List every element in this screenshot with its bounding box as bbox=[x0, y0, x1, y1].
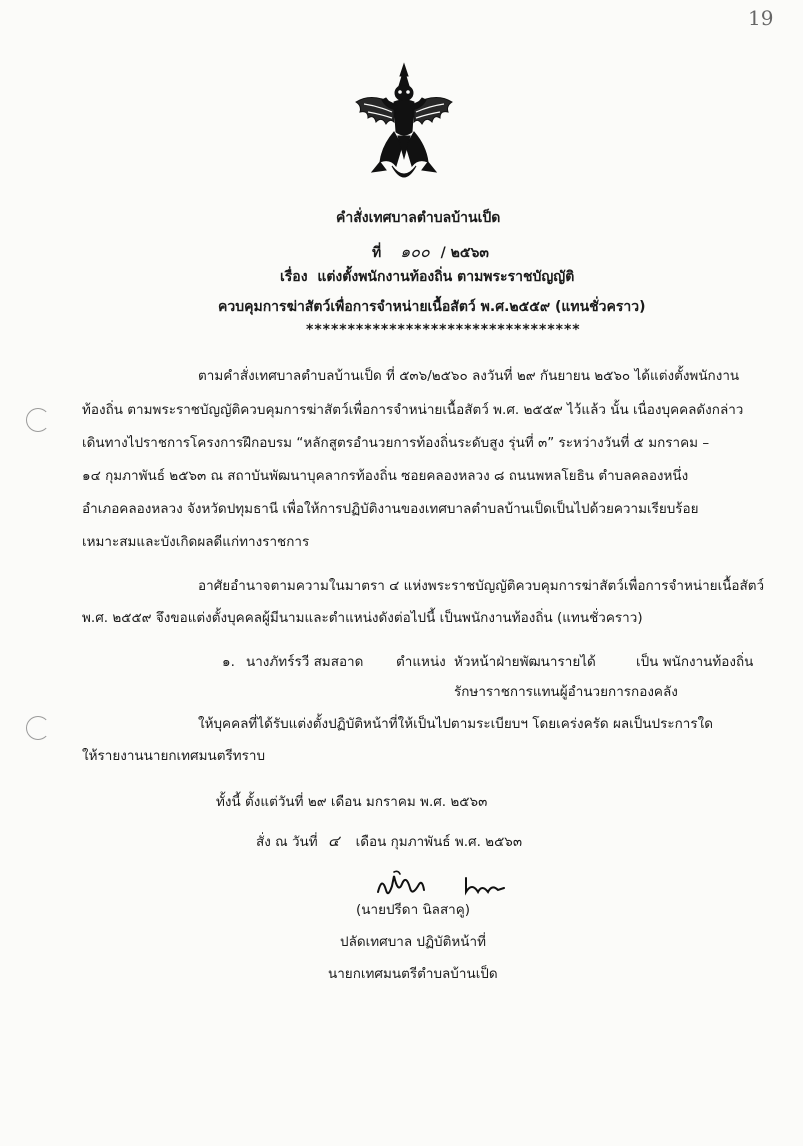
paragraph-1-line-5: อำเภอคลองหลวง จังหวัดปทุมธานี เพื่อให้การปฏิบัติงานของเทศบาลตำบลบ้านเป็ดเป็นไปด้วยความเรียบร้อย bbox=[82, 501, 699, 517]
paragraph-1-line-4: ๑๔ กุมภาพันธ์ ๒๕๖๓ ณ สถาบันพัฒนาบุคลากรท้องถิ่น ซอยคลองหลวง ๘ ถนนพหลโยธิน ตำบลคลองหนึ่ง bbox=[82, 468, 689, 484]
paragraph-3-line-1: ให้บุคคลที่ได้รับแต่งตั้งปฏิบัติหน้าที่ให้เป็นไปตามระเบียบฯ โดยเคร่งครัด ผลเป็นประการใด bbox=[198, 716, 713, 732]
ordered-prefix: สั่ง ณ วันที่ bbox=[256, 834, 318, 850]
subject-line-1 bbox=[280, 266, 574, 288]
paragraph-2-line-1: อาศัยอำนาจตามความในมาตรา ๔ แห่งพระราชบัญญัติควบคุมการฆ่าสัตว์เพื่อการจำหน่ายเนื้อสัตว์ bbox=[198, 578, 765, 594]
handwritten-signature bbox=[372, 868, 522, 902]
subject-label: เรื่อง bbox=[280, 269, 308, 285]
ordered-date-line bbox=[256, 834, 522, 850]
paragraph-1-line-2: ท้องถิ่น ตามพระราชบัญญัติควบคุมการฆ่าสัตว์เพื่อการจำหน่ายเนื้อสัตว์ พ.ศ. ๒๕๕๙ ไว้แล้ว นั้น เนื่องบุคคลดังกล่าว bbox=[82, 402, 744, 418]
signatory-title-1: ปลัดเทศบาล ปฏิบัติหน้าที่ bbox=[340, 934, 486, 950]
subject-text-1: แต่งตั้งพนักงานท้องถิ่น ตามพระราชบัญญัติ bbox=[317, 269, 575, 285]
appointee-acting: รักษาราชการแทนผู้อำนวยการกองคลัง bbox=[454, 684, 678, 700]
appointee-name: นางภัทร์รวี สมสอาด bbox=[246, 654, 364, 670]
page-number: 19 bbox=[748, 6, 774, 30]
paragraph-2-line-2: พ.ศ. ๒๕๕๙ จึงขอแต่งตั้งบุคคลผู้มีนามและตำแหน่งดังต่อไปนี้ เป็นพนักงานท้องถิ่น (แทนชั่วคราว) bbox=[82, 610, 643, 626]
effective-date: ทั้งนี้ ตั้งแต่วันที่ ๒๙ เดือน มกราคม พ.ศ. ๒๕๖๓ bbox=[216, 794, 488, 810]
appointee-number: ๑. bbox=[222, 654, 235, 670]
garuda-emblem-icon bbox=[352, 62, 456, 190]
subject-line-2: ควบคุมการฆ่าสัตว์เพื่อการจำหน่ายเนื้อสัตว์ พ.ศ.๒๕๕๙ (แทนชั่วคราว) bbox=[218, 299, 646, 315]
paragraph-1-line-1: ตามคำสั่งเทศบาลตำบลบ้านเป็ด ที่ ๕๓๖/๒๕๖๐ ลงวันที่ ๒๙ กันยายน ๒๕๖๐ ได้แต่งตั้งพนักงาน bbox=[198, 368, 740, 384]
paragraph-3-line-2: ให้รายงานนายกเทศมนตรีทราบ bbox=[82, 748, 266, 764]
order-number-line bbox=[372, 240, 489, 265]
appointee-position: หัวหน้าฝ่ายพัฒนารายได้ bbox=[454, 654, 596, 670]
punch-hole-bottom bbox=[26, 716, 50, 740]
header-separator: ********************************* bbox=[306, 322, 581, 338]
signatory-title-2: นายกเทศมนตรีตำบลบ้านเป็ด bbox=[328, 966, 498, 982]
order-number-prefix: ที่ bbox=[372, 245, 382, 261]
ordered-suffix: เดือน กุมภาพันธ์ พ.ศ. ๒๕๖๓ bbox=[355, 834, 523, 850]
paragraph-1-line-3: เดินทางไปราชการโครงการฝึกอบรม “หลักสูตรอำนวยการท้องถิ่นระดับสูง รุ่นที่ ๓” ระหว่างวันที่ ๕ มกราคม – bbox=[82, 435, 710, 451]
signatory-name: (นายปรีดา นิลสาคู) bbox=[356, 902, 471, 918]
order-number-suffix: / ๒๕๖๓ bbox=[440, 245, 489, 261]
appointee-role: เป็น พนักงานท้องถิ่น bbox=[636, 654, 754, 670]
document-issuer: คำสั่งเทศบาลตำบลบ้านเป็ด bbox=[336, 210, 501, 226]
order-number-handwritten: ๑๐๐ bbox=[400, 242, 430, 261]
paragraph-1-line-6: เหมาะสมและบังเกิดผลดีแก่ทางราชการ bbox=[82, 534, 310, 550]
appointee-position-label: ตำแหน่ง bbox=[396, 654, 446, 670]
punch-hole-top bbox=[26, 408, 50, 432]
ordered-day-handwritten: ๔ bbox=[327, 832, 340, 850]
